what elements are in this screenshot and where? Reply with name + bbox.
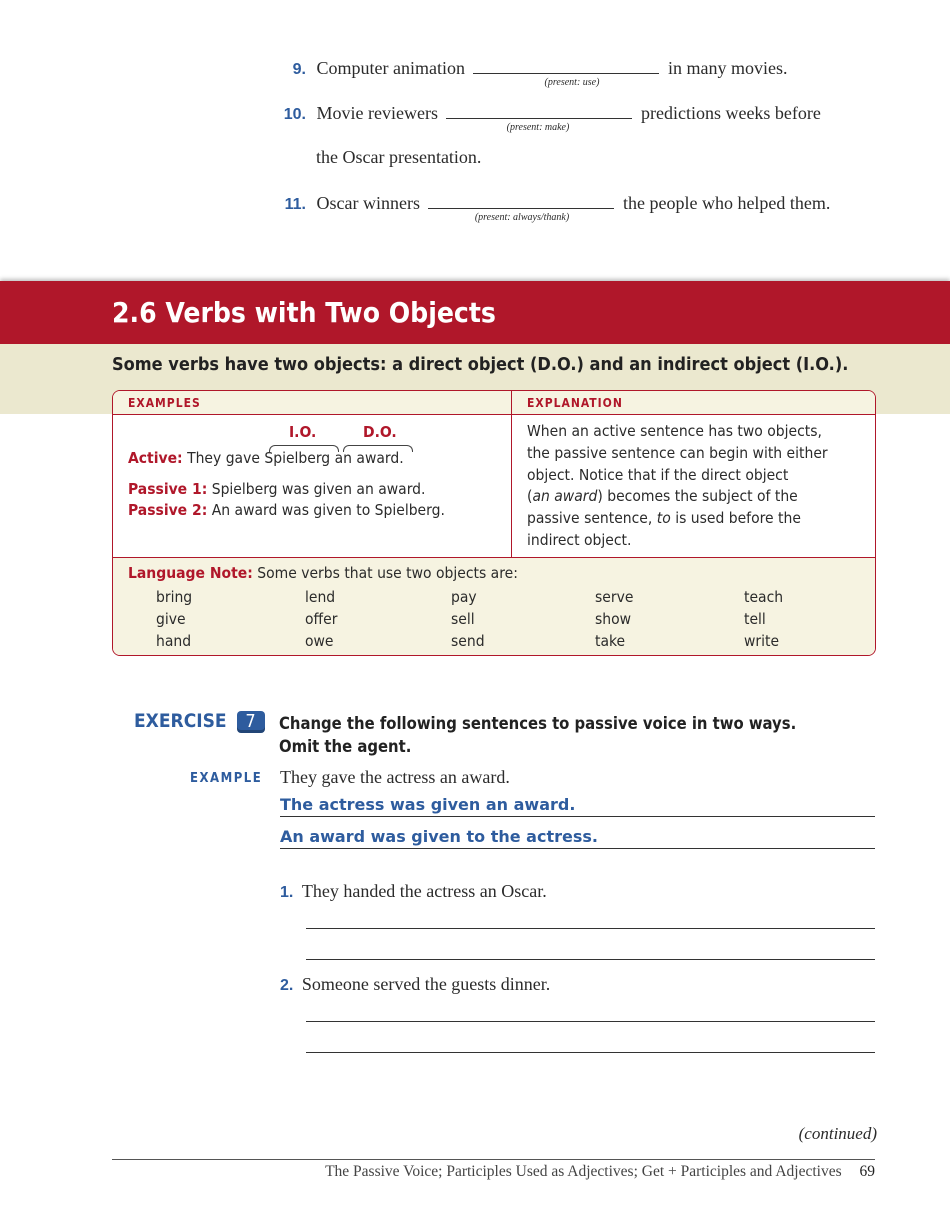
examples-header: EXAMPLES [128,396,201,410]
verb-hint: (present: always/thank) [474,212,570,223]
answer-line[interactable] [306,1021,875,1022]
verb-column [156,586,192,652]
verb: teach [744,588,784,606]
footer-rule [112,1159,875,1160]
explanation-emphasis: an award [532,487,598,506]
verb: show [595,610,632,628]
explanation-line [527,508,828,530]
explanation-fragment: is used before the [675,509,801,528]
explanation-fragment: ) becomes the subject of the [597,487,798,506]
item-continuation: the Oscar presentation. [316,147,482,167]
verb: offer [305,610,338,628]
passive1-example [128,480,425,498]
verb: hand [156,632,192,650]
explanation-line: When an active sentence has two objects, [527,422,822,440]
item-text: Someone served the guests dinner. [301,974,551,994]
item-number: 9. [292,61,306,78]
verb: give [156,610,186,628]
page-number: 69 [859,1163,875,1180]
exercise-item-1 [280,881,547,902]
passive1-text: Spielberg was given an award. [211,480,426,498]
active-do: an award. [334,449,404,467]
exercise-item-11 [280,192,900,214]
answer-line[interactable] [306,928,875,929]
answer-line[interactable] [306,959,875,960]
verb-hint: (present: make) [506,122,570,133]
section-title: 2.6 Verbs with Two Objects [112,296,496,329]
example-sentence: They gave the actress an award. [280,767,510,787]
verb: owe [305,632,334,650]
item-text-after: in many movies. [667,58,788,78]
verb: tell [744,610,766,628]
explanation-emphasis: to [656,509,671,528]
grammar-chart-header [113,391,875,415]
example-label: EXAMPLE [190,771,263,786]
explanation-line [527,486,828,508]
item-text-after: the people who helped them. [622,193,831,213]
footer-text: The Passive Voice; Participles Used as Adjectives; Get + Participles and Adjectives [325,1163,842,1180]
verb: sell [451,610,475,628]
verb: bring [156,588,193,606]
explanation-text [527,421,828,552]
verb: write [744,632,780,650]
exercise-item-9 [280,57,880,79]
verb-column [451,586,485,652]
answer-line[interactable] [306,1052,875,1053]
item-text-before: Movie reviewers [316,103,438,123]
exercise-item-2 [280,974,550,995]
passive2-label: Passive 2: [128,501,208,519]
passive2-example [128,501,445,519]
answer-blank[interactable] [446,102,632,119]
language-note-text: Some verbs that use two objects are: [257,564,518,582]
item-number: 1. [280,884,294,901]
item-text-before: Oscar winners [316,193,420,213]
explanation-line: indirect object. [527,530,632,549]
instruction-line: Change the following sentences to passive voice in two ways. [279,714,797,733]
verb: send [451,632,485,650]
item-number: 11. [284,196,306,213]
explanation-line: object. Notice that if the direct object [527,465,789,484]
explanation-fragment: ( [527,487,533,506]
language-note-heading [128,564,518,582]
footer [112,1163,875,1181]
grammar-chart [112,390,876,656]
exercise-label: EXERCISE [134,710,227,732]
exercise-instructions [279,712,796,758]
verb-hint: (present: use) [544,77,600,88]
column-divider [511,391,512,557]
answer-blank[interactable] [473,57,659,74]
item-text: They handed the actress an Oscar. [301,881,547,901]
item-text-after: predictions weeks before [640,103,821,123]
passive2-text: An award was given to Spielberg. [211,501,445,519]
exercise-item-10 [280,102,880,124]
language-note [113,557,875,656]
verb-column [595,586,633,652]
io-label: I.O. [289,423,317,441]
verb: serve [595,588,634,606]
verb-column [744,586,783,652]
verb: take [595,632,626,650]
item-number: 2. [280,977,294,994]
exercise-heading [134,710,265,733]
passive1-label: Passive 1: [128,480,208,498]
active-pre: They gave [187,449,260,467]
verb: pay [451,588,477,606]
active-example [128,449,404,467]
example-answer-1: The actress was given an award. [280,795,576,814]
instruction-line: Omit the agent. [279,737,412,756]
answer-line [280,816,875,817]
language-note-label: Language Note: [128,564,253,582]
answer-blank[interactable] [428,192,614,209]
answer-line [280,848,875,849]
explanation-header: EXPLANATION [527,396,623,410]
continued-note: (continued) [798,1124,877,1143]
active-io: Spielberg [264,449,331,467]
active-label: Active: [128,449,183,467]
section-subtitle: Some verbs have two objects: a direct object (D.O.) and an indirect object (I.O.). [112,354,849,375]
verb-column [305,586,337,652]
exercise-number-badge: 7 [237,711,265,733]
do-label: D.O. [363,423,397,441]
explanation-fragment: passive sentence, [527,509,653,528]
item-number: 10. [283,106,306,123]
explanation-line: the passive sentence can begin with either [527,443,828,462]
verb: lend [305,588,336,606]
item-text-before: Computer animation [316,58,465,78]
example-answer-2: An award was given to the actress. [280,827,598,846]
